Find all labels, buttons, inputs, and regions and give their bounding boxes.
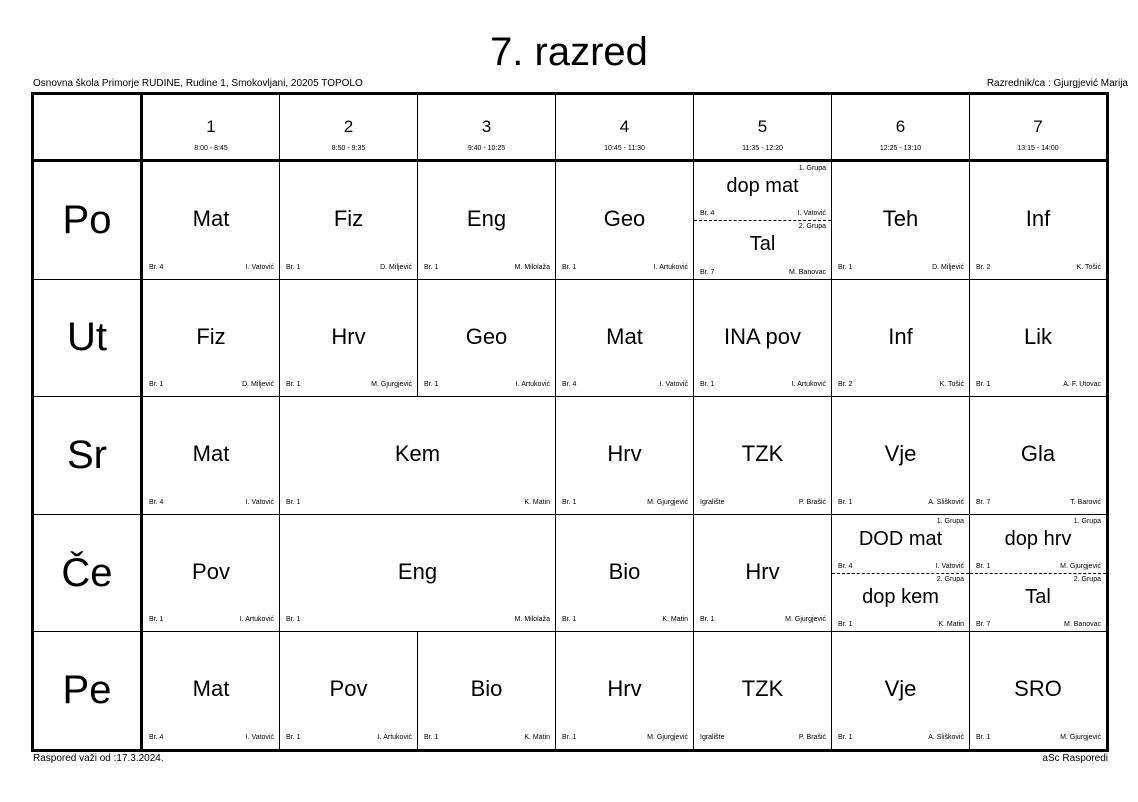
subject-name: TZK	[741, 676, 784, 702]
teacher-name: M. Gjurgjević	[1060, 734, 1101, 741]
class-teacher: Razrednik/ca : Gjurgjević Marija	[986, 78, 1128, 89]
teacher-name: I. Artuković	[515, 381, 550, 389]
period-header	[556, 94, 694, 161]
lesson-cell	[694, 397, 832, 515]
period-header	[280, 94, 418, 161]
lesson-cell	[280, 514, 556, 632]
group-label: 1. Grupa	[798, 165, 826, 172]
teacher-name: D. Miljević	[932, 263, 964, 271]
subject-name: Lik	[1023, 323, 1053, 349]
teacher-name: M. Milolaža	[514, 616, 550, 624]
period-time: 13:15 - 14:00	[1017, 145, 1059, 152]
subject-name: dop mat	[726, 175, 799, 197]
subject-name: TZK	[741, 441, 784, 467]
period-number: 3	[481, 117, 492, 136]
classroom: Br. 1	[562, 734, 577, 741]
lesson-cell	[556, 632, 694, 751]
classroom: Igralište	[700, 734, 725, 741]
teacher-name: M. Gjurgjević	[1060, 563, 1101, 571]
subject-name: Teh	[882, 206, 919, 231]
teacher-name: M. Banovac	[789, 268, 826, 276]
subject-name: Fiz	[196, 323, 226, 349]
classroom: Br. 7	[976, 621, 991, 629]
teacher-name: I. Vatović	[245, 734, 274, 741]
teacher-name: K. Tošić	[1076, 263, 1101, 271]
classroom: Br. 1	[286, 616, 301, 624]
group-lesson	[832, 515, 969, 574]
classroom: Br. 1	[976, 734, 991, 741]
classroom: Br. 7	[976, 498, 991, 506]
teacher-name: M. Gjurgjević	[647, 498, 688, 506]
subject-name: Fiz	[333, 206, 364, 231]
subject-name: Eng	[397, 558, 438, 584]
subject-name: Mat	[192, 206, 230, 231]
lesson-cell	[694, 161, 832, 280]
teacher-name: I. Vatović	[935, 563, 964, 571]
period-header	[694, 94, 832, 161]
subject-name: dop hrv	[1004, 527, 1072, 550]
period-number: 1	[206, 117, 216, 136]
period-header	[970, 94, 1108, 161]
classroom: Br. 1	[424, 734, 439, 741]
teacher-name: P. Brašić	[798, 734, 826, 741]
teacher-name: K. Matin	[662, 616, 688, 624]
period-time: 8:50 - 9:35	[331, 145, 366, 152]
classroom: Br. 1	[149, 616, 164, 624]
day-row	[33, 514, 1108, 632]
timetable-body	[33, 161, 1108, 751]
teacher-name: D. Miljević	[380, 263, 412, 271]
teacher-name: D. Miljević	[242, 381, 274, 389]
classroom: Br. 1	[838, 263, 853, 271]
lesson-cell	[694, 514, 832, 632]
lesson-cell	[970, 632, 1108, 751]
period-header	[832, 94, 970, 161]
teacher-name: I. Vatović	[245, 263, 274, 271]
classroom: Br. 1	[562, 263, 577, 271]
teacher-name: M. Gjurgjević	[371, 381, 412, 389]
teacher-name: I. Vatović	[245, 498, 274, 506]
lesson-cell	[280, 279, 418, 397]
lesson-cell	[280, 161, 418, 280]
teacher-name: A. Slišković	[928, 498, 964, 506]
lesson-cell	[970, 514, 1108, 632]
lesson-cell	[556, 161, 694, 280]
classroom: Br. 1	[286, 263, 301, 271]
day-label: Sr	[33, 397, 142, 515]
classroom: Igralište	[700, 498, 725, 506]
teacher-name: K. Matin	[524, 734, 550, 741]
group-lesson	[694, 162, 831, 221]
lesson-cell	[142, 514, 280, 632]
classroom: Br. 1	[700, 616, 715, 624]
classroom: Br. 4	[149, 263, 164, 271]
subject-name: INA pov	[723, 323, 802, 349]
timetable-header-row	[33, 94, 1108, 161]
software-credit: aSc Rasporedi	[1042, 753, 1108, 764]
period-number: 4	[619, 117, 630, 136]
corner-cell	[33, 94, 142, 161]
classroom: Br. 1	[838, 621, 853, 629]
lesson-cell	[418, 279, 556, 397]
subject-name: Mat	[606, 323, 643, 349]
lesson-cell	[142, 279, 280, 397]
lesson-cell	[142, 161, 280, 280]
teacher-name: M. Gjurgjević	[647, 734, 688, 741]
lesson-cell	[280, 632, 418, 751]
classroom: Br. 4	[149, 734, 164, 741]
lesson-cell	[142, 632, 280, 751]
lesson-cell	[832, 397, 970, 515]
teacher-name: M. Banovac	[1064, 621, 1101, 629]
subject-name: Hrv	[745, 558, 780, 584]
period-number: 7	[1033, 117, 1043, 136]
classroom: Br. 1	[424, 263, 439, 271]
lesson-cell	[142, 397, 280, 515]
subject-name: DOD mat	[858, 527, 943, 550]
group-lesson	[970, 515, 1106, 574]
lesson-cell	[970, 161, 1108, 280]
group-label: 2. Grupa	[936, 576, 964, 584]
classroom: Br. 1	[149, 381, 164, 389]
lesson-cell	[832, 279, 970, 397]
classroom: Br. 1	[838, 498, 853, 506]
classroom: Br. 1	[424, 381, 439, 389]
group-lesson	[970, 573, 1106, 631]
period-header	[142, 94, 280, 161]
subject-name: Vje	[884, 676, 917, 702]
classroom: Br. 1	[286, 734, 301, 741]
timetable	[31, 92, 1109, 752]
classroom: Br. 1	[562, 616, 577, 624]
lesson-cell	[694, 632, 832, 751]
teacher-name: K. Tošić	[939, 381, 964, 389]
teacher-name: I. Artuković	[653, 263, 688, 271]
teacher-name: I. Vatović	[659, 381, 688, 389]
lesson-cell	[970, 397, 1108, 515]
page-title: 7. razred	[490, 30, 648, 74]
group-label: 2. Grupa	[798, 223, 826, 231]
subject-name: Tal	[1025, 586, 1051, 609]
teacher-name: I. Artuković	[239, 616, 274, 624]
lesson-cell	[832, 514, 970, 632]
teacher-name: A. F. Utovac	[1063, 381, 1101, 389]
subject-name: Inf	[888, 323, 913, 349]
day-row	[33, 161, 1108, 280]
period-time: 9:40 - 10:25	[467, 145, 506, 152]
lesson-cell	[556, 397, 694, 515]
subject-name: Hrv	[331, 323, 366, 349]
subject-name: Pov	[192, 558, 230, 584]
lesson-cell	[556, 514, 694, 632]
classroom: Br. 1	[976, 563, 991, 571]
period-number: 6	[895, 117, 906, 136]
subject-name: Kem	[394, 441, 441, 467]
subject-name: Bio	[608, 558, 641, 584]
subject-name: Geo	[603, 206, 646, 231]
classroom: Br. 4	[149, 498, 164, 506]
teacher-name: K. Matin	[524, 498, 550, 506]
period-number: 5	[757, 117, 768, 136]
day-label: Ut	[33, 279, 142, 397]
classroom: Br. 1	[286, 498, 301, 506]
subject-name: Tal	[749, 233, 776, 256]
period-time: 10:45 - 11:30	[604, 145, 645, 152]
period-time: 8:00 - 8:45	[194, 145, 228, 152]
classroom: Br. 1	[976, 381, 991, 389]
school-info: Osnovna škola Primorje RUDINE, Rudine 1, Smokovljani, 20205 TOPOLO	[33, 78, 363, 89]
lesson-cell	[418, 161, 556, 280]
day-row	[33, 279, 1108, 397]
classroom: Br. 7	[700, 268, 715, 276]
day-row	[33, 632, 1108, 751]
lesson-cell	[832, 161, 970, 280]
day-row	[33, 397, 1108, 515]
lesson-cell	[418, 632, 556, 751]
lesson-cell	[694, 279, 832, 397]
lesson-cell	[832, 632, 970, 751]
teacher-name: A. Slišković	[928, 734, 964, 741]
classroom: Br. 2	[838, 381, 853, 389]
teacher-name: P. Brašić	[798, 498, 826, 506]
period-header	[418, 94, 556, 161]
subject-name: Inf	[1025, 206, 1051, 231]
group-label: 2. Grupa	[1073, 576, 1101, 584]
subject-name: SRO	[1014, 676, 1062, 702]
lesson-cell	[970, 279, 1108, 397]
classroom: Br. 1	[700, 381, 715, 389]
classroom: Br. 4	[838, 563, 853, 571]
teacher-name: M. Gjurgjević	[785, 616, 826, 624]
period-time: 11:35 - 12:20	[742, 145, 783, 152]
period-time: 12:25 - 13:10	[879, 145, 922, 152]
group-lesson	[832, 573, 969, 631]
classroom: Br. 1	[562, 498, 577, 506]
teacher-name: I. Artuković	[791, 381, 826, 389]
teacher-name: M. Milolaža	[514, 263, 550, 271]
teacher-name: I. Vatović	[797, 210, 826, 218]
period-number: 2	[343, 117, 354, 136]
subject-name: Vje	[884, 441, 917, 467]
subject-name: dop kem	[862, 586, 939, 609]
teacher-name: K. Matin	[938, 621, 964, 629]
lesson-cell	[556, 279, 694, 397]
group-label: 1. Grupa	[936, 517, 964, 525]
classroom: Br. 4	[700, 210, 715, 218]
subject-name: Hrv	[607, 676, 642, 702]
classroom: Br. 1	[838, 734, 853, 741]
day-label: Če	[33, 514, 142, 632]
day-label: Pe	[33, 632, 142, 751]
valid-from: Raspored važi od :17.3.2024.	[33, 753, 164, 764]
classroom: Br. 1	[286, 381, 301, 389]
group-label: 1. Grupa	[1073, 517, 1101, 525]
group-lesson	[694, 220, 831, 278]
teacher-name: T. Barović	[1070, 498, 1101, 506]
day-label: Po	[33, 161, 142, 280]
lesson-cell	[280, 397, 556, 515]
classroom: Br. 2	[976, 263, 991, 271]
subject-name: Mat	[192, 676, 230, 702]
classroom: Br. 4	[562, 381, 577, 389]
subject-name: Pov	[329, 676, 368, 702]
subject-name: Gla	[1020, 441, 1056, 467]
subject-name: Hrv	[607, 441, 642, 467]
teacher-name: I. Artuković	[377, 734, 412, 741]
subject-name: Mat	[192, 441, 230, 467]
subject-name: Eng	[466, 206, 507, 231]
subject-name: Geo	[465, 323, 508, 349]
subject-name: Bio	[470, 676, 503, 702]
